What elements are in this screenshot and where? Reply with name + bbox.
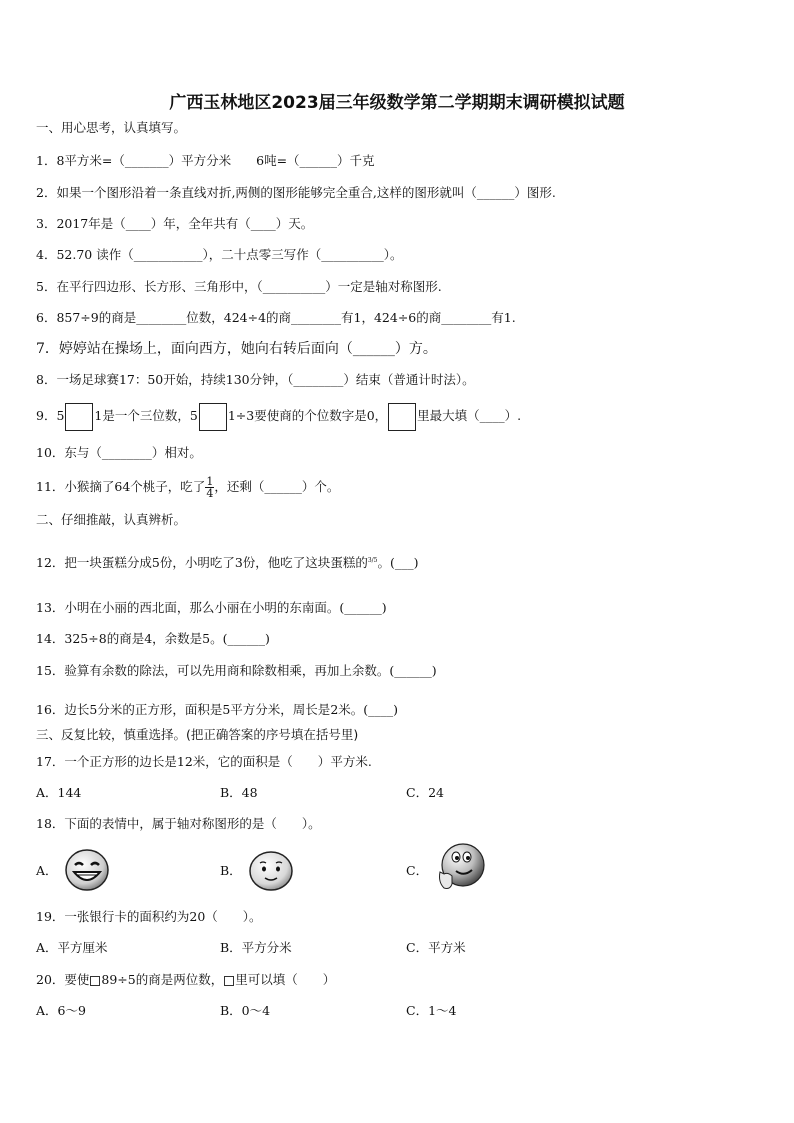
question-8: 8．一场足球赛17：50开始，持续130分钟，（________）结束（普通计时法）。 — [36, 372, 475, 387]
question-11 — [36, 472, 339, 502]
question-10: 10．东与（________）相对。 — [36, 445, 202, 460]
question-13: 13．小明在小丽的西北面，那么小丽在小明的东南面。(______) — [36, 600, 387, 615]
question-19-option-a: A．平方厘米 — [36, 940, 108, 955]
question-7: 7．婷婷站在操场上，面向西方，她向右转后面向（______）方。 — [36, 341, 437, 357]
question-3: 3．2017年是（____）年，全年共有（____）天。 — [36, 216, 314, 231]
box-symbol-icon — [90, 976, 100, 986]
question-12 — [36, 553, 419, 571]
question-18-option-a: A． — [36, 863, 58, 878]
fraction-numerator: 1 — [206, 475, 214, 488]
question-20-option-b: B．0～4 — [220, 1003, 271, 1018]
answer-box — [199, 403, 227, 431]
section-1-heading: 一、用心思考，认真填写。 — [36, 120, 187, 135]
box-symbol-icon — [224, 976, 234, 986]
question-12-part-a: 12．把一块蛋糕分成5份，小明吃了3份，他吃了这块蛋糕的 — [36, 555, 368, 571]
fraction-denominator: 4 — [206, 487, 214, 500]
question-11-part-a: 11．小猴摘了64个桃子，吃了 — [36, 479, 206, 494]
section-3-heading: 三、反复比较，慎重选择。(把正确答案的序号填在括号里) — [36, 727, 359, 742]
fraction-one-quarter — [205, 476, 214, 499]
question-4: 4．52.70 读作（___________），二十点零三写作（__________）。 — [36, 247, 403, 262]
question-9-part-a: 9．5 — [36, 408, 65, 423]
page-title: 广西玉林地区2023届三年级数学第二学期期末调研模拟试题 — [169, 93, 625, 113]
question-9-part-c: 1÷3要使商的个位数字是0， — [227, 408, 388, 423]
tiny-fraction: 3/5 — [367, 557, 378, 564]
question-20 — [36, 972, 335, 988]
question-18-option-c: C． — [406, 863, 429, 878]
question-9 — [36, 402, 521, 431]
question-14: 14．325÷8的商是4，余数是5。(______) — [36, 631, 270, 646]
question-17-option-b: B．48 — [220, 785, 258, 800]
thinking-face-icon — [434, 842, 488, 892]
question-9-part-b: 1是一个三位数，5 — [94, 408, 198, 423]
question-9-part-d: 里最大填（____）. — [417, 408, 522, 423]
answer-box — [65, 403, 93, 431]
question-17: 17．一个正方形的边长是12米，它的面积是（ ）平方米. — [36, 754, 372, 769]
question-17-option-a: A．144 — [36, 785, 82, 800]
question-6: 6．857÷9的商是________位数，424÷4的商________有1，424÷6的商________有1. — [36, 310, 516, 325]
answer-box — [388, 403, 416, 431]
question-20-option-c: C．1～4 — [406, 1003, 457, 1018]
question-20-part-c: 里可以填（ ） — [235, 972, 336, 987]
question-16: 16．边长5分米的正方形，面积是5平方分米，周长是2米。(____) — [36, 702, 399, 717]
smiling-face-icon — [248, 850, 294, 892]
question-19-option-b: B．平方分米 — [220, 940, 292, 955]
question-12-part-b: 。(___) — [377, 555, 419, 571]
question-1: 1．8平方米=（_______）平方分米 6吨=（______）千克 — [36, 153, 375, 168]
question-11-part-b: ，还剩（______）个。 — [214, 479, 340, 494]
section-2-heading: 二、仔细推敲，认真辨析。 — [36, 512, 187, 527]
question-17-option-c: C．24 — [406, 785, 444, 800]
grinning-face-icon — [64, 848, 110, 892]
question-20-option-a: A．6～9 — [36, 1003, 86, 1018]
question-19-option-c: C．平方米 — [406, 940, 466, 955]
question-15: 15．验算有余数的除法，可以先用商和除数相乘，再加上余数。(______) — [36, 663, 437, 678]
question-20-part-b: 89÷5的商是两位数， — [101, 972, 224, 987]
question-18-option-b: B． — [220, 863, 242, 878]
question-20-part-a: 20．要使 — [36, 972, 90, 987]
question-5: 5．在平行四边形、长方形、三角形中，（__________）一定是轴对称图形. — [36, 279, 442, 294]
question-19: 19．一张银行卡的面积约为20（ ）。 — [36, 909, 262, 924]
question-2: 2．如果一个图形沿着一条直线对折,两侧的图形能够完全重合,这样的图形就叫（______）图形. — [36, 185, 556, 200]
question-18: 18．下面的表情中，属于轴对称图形的是（ ）。 — [36, 816, 321, 831]
